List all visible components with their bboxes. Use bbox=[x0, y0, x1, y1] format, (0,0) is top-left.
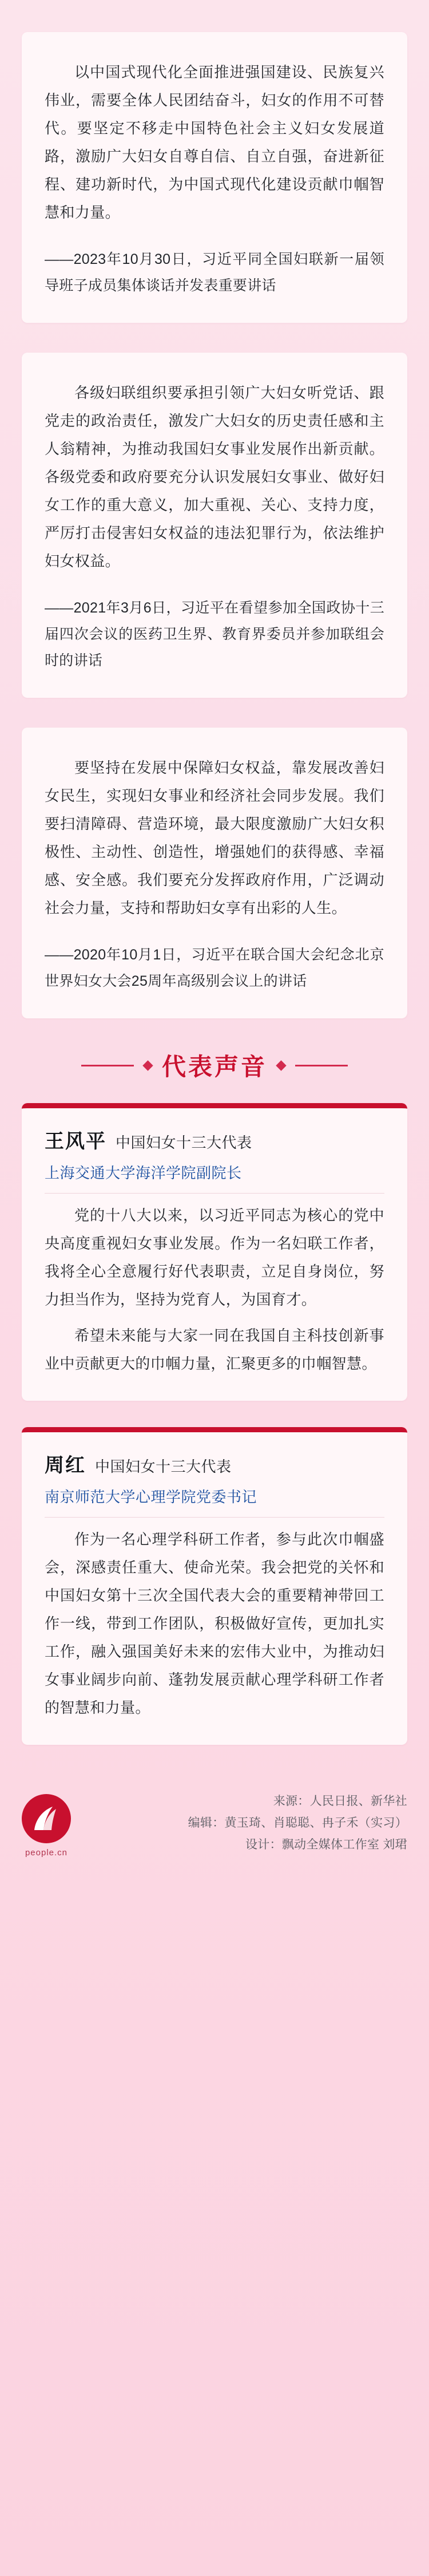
people-cn-logo bbox=[22, 1794, 71, 1858]
section-header bbox=[0, 1048, 429, 1082]
representative-title: 南京师范大学心理学院党委书记 bbox=[45, 1488, 257, 1506]
divider bbox=[45, 1193, 384, 1194]
quote-card bbox=[22, 353, 407, 698]
diamond-icon bbox=[142, 1060, 153, 1070]
section-title: 代表声音 bbox=[161, 1054, 267, 1081]
representative-paragraph: 党的十八大以来，以习近平同志为核心的党中央高度重视妇女事业发展。作为一名妇联工作者，我将全心全意履行好代表职责，立足自身岗位，努力担当作为，坚持为党育人，为国育才。 bbox=[45, 1207, 384, 1308]
divider bbox=[45, 1517, 384, 1518]
representative-role: 中国妇女十三大代表 bbox=[95, 1458, 232, 1475]
representative-header bbox=[45, 1125, 384, 1153]
decorative-line-left bbox=[81, 1065, 134, 1066]
decorative-line-right bbox=[295, 1065, 348, 1066]
logo-icon bbox=[22, 1794, 71, 1843]
quote-card bbox=[22, 32, 407, 323]
representative-name: 周红 bbox=[45, 1455, 86, 1476]
footer bbox=[0, 1771, 429, 1880]
quote-source: ——2020年10月1日，习近平在联合国大会纪念北京世界妇女大会25周年高级别会议上的讲话 bbox=[45, 947, 384, 989]
representative-card bbox=[22, 1427, 407, 1745]
logo-caption: people.cn bbox=[25, 1848, 68, 1858]
footer-design: 设计：飘动全媒体工作室 刘珺 bbox=[245, 1838, 407, 1851]
quote-text: 要坚持在发展中保障妇女权益，靠发展改善妇女民生，实现妇女事业和经济社会同步发展。我们要扫清障碍、营造环境，最大限度激励广大妇女积极性、主动性、创造性，增强她们的获得感、幸福感、安全感。我们要充分发挥政府作用，广泛调动社会力量，支持和帮助妇女享有出彩的人生。 bbox=[45, 759, 384, 916]
representative-name: 王风平 bbox=[45, 1131, 106, 1152]
representative-paragraph: 希望未来能与大家一同在我国自主科技创新事业中贡献更大的巾帼力量，汇聚更多的巾帼智慧。 bbox=[45, 1327, 384, 1372]
quote-source: ——2023年10月30日，习近平同全国妇联新一届领导班子成员集体谈话并发表重要讲话 bbox=[45, 251, 384, 294]
quote-card bbox=[22, 728, 407, 1018]
footer-credits bbox=[188, 1786, 407, 1856]
quote-text: 以中国式现代化全面推进强国建设、民族复兴伟业，需要全体人民团结奋斗，妇女的作用不可替代。要坚定不移走中国特色社会主义妇女发展道路，激励广大妇女自尊自信、自立自强，奋进新征程、建功新时代，为中国式现代化建设贡献巾帼智慧和力量。 bbox=[45, 64, 384, 221]
representative-title: 上海交通大学海洋学院副院长 bbox=[45, 1164, 242, 1182]
quote-source: ——2021年3月6日，习近平在看望参加全国政协十三届四次会议的医药卫生界、教育界委员并参加联组会时的讲话 bbox=[45, 600, 384, 669]
representative-header bbox=[45, 1449, 384, 1477]
footer-editor: 编辑：黄玉琦、肖聪聪、冉子禾（实习） bbox=[188, 1816, 407, 1830]
quote-text: 各级妇联组织要承担引领广大妇女听党话、跟党走的政治责任，激发广大妇女的历史责任感和主人翁精神，为推动我国妇女事业发展作出新贡献。各级党委和政府要充分认识发展妇女事业、做好妇女工作的重大意义，加大重视、关心、支持力度，严厉打击侵害妇女权益的违法犯罪行为，依法维护妇女权益。 bbox=[45, 384, 384, 570]
bottom-spacer bbox=[0, 1880, 429, 1892]
diamond-icon bbox=[276, 1060, 286, 1070]
representative-paragraph: 作为一名心理学科研工作者，参与此次巾帼盛会，深感责任重大、使命光荣。我会把党的关怀和中国妇女第十三次全国代表大会的重要精神带回工作一线，带到工作团队，积极做好宣传，更加扎实工作，融入强国美好未来的宏伟大业中，为推动妇女事业阔步向前、蓬勃发展贡献心理学科研工作者的智慧和力量。 bbox=[45, 1531, 384, 1716]
representative-role: 中国妇女十三大代表 bbox=[116, 1134, 252, 1151]
footer-source: 来源：人民日报、新华社 bbox=[273, 1795, 407, 1808]
representative-card bbox=[22, 1103, 407, 1401]
